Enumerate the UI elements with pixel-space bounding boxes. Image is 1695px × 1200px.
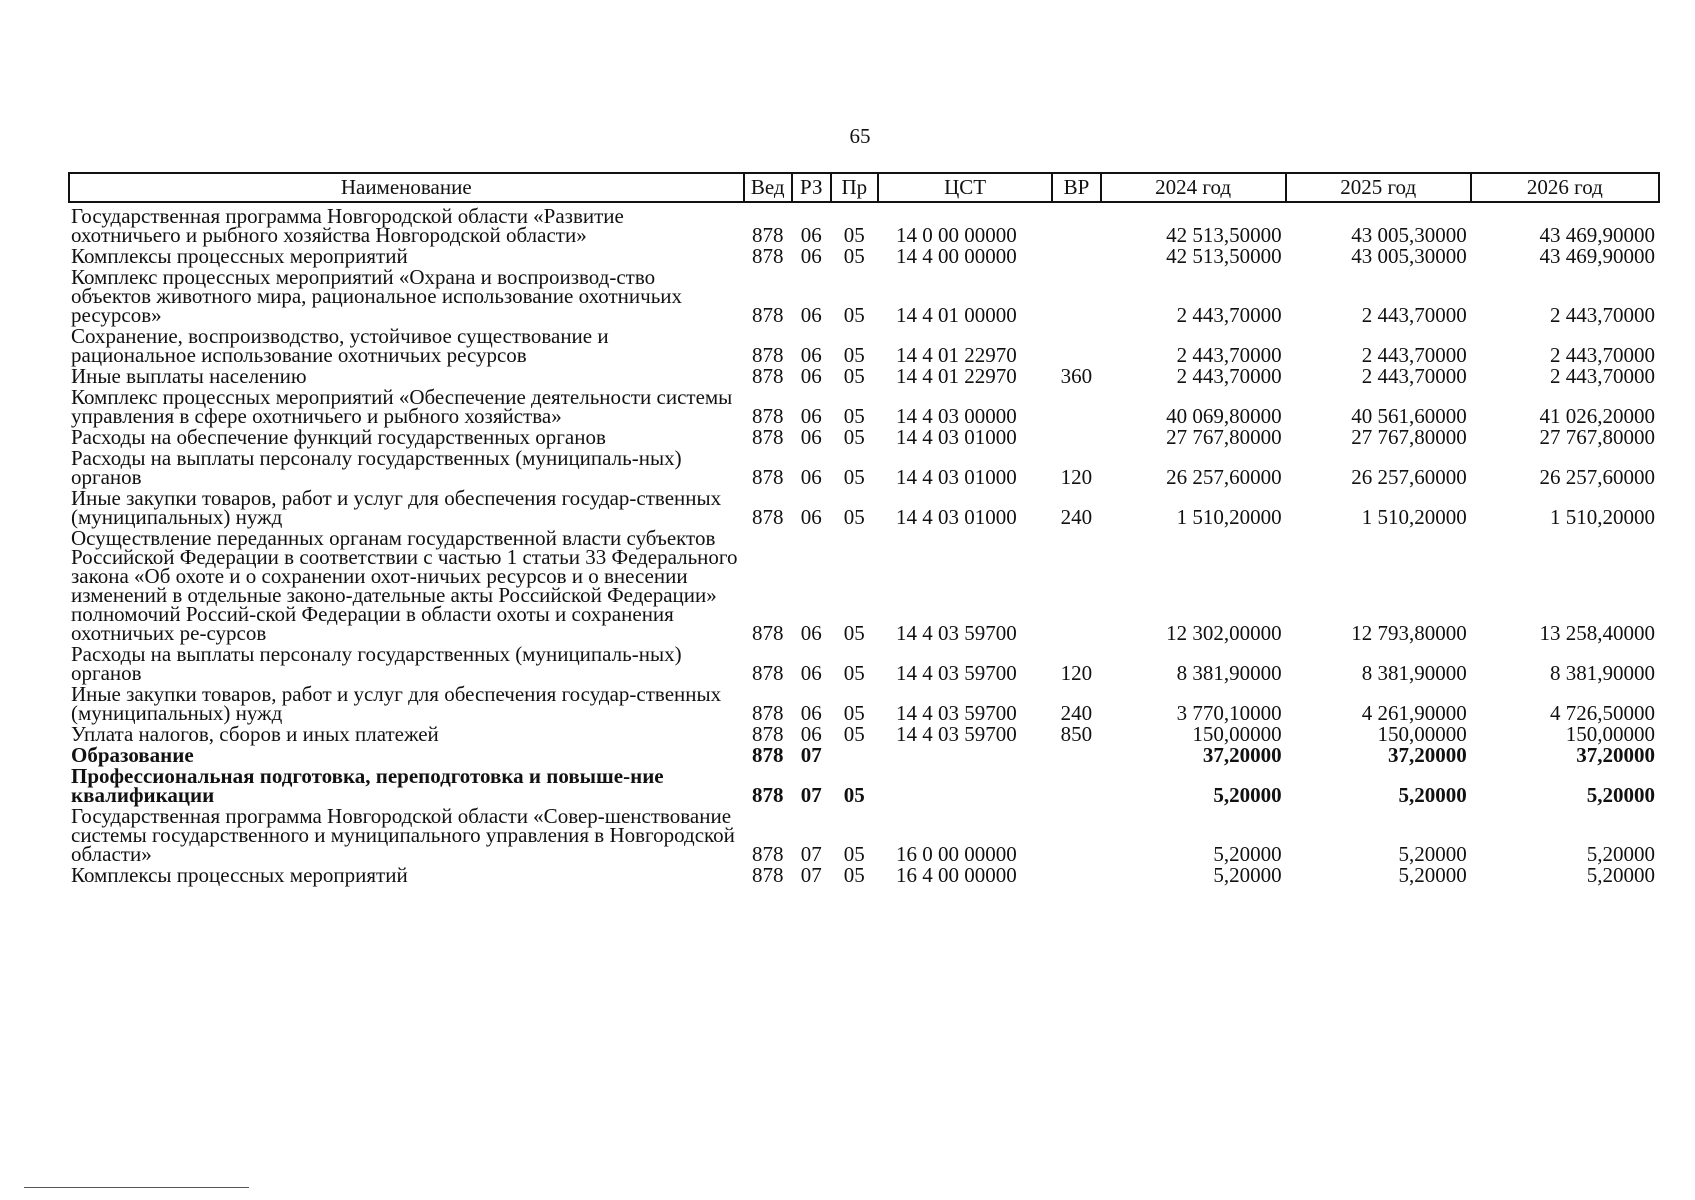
table-row	[69, 684, 1659, 724]
table-row	[69, 644, 1659, 684]
row-amount-2025: 1 510,20000	[1361, 505, 1467, 529]
row-ved: 878	[751, 661, 784, 685]
row-vr	[1052, 865, 1100, 886]
row-pr: 05	[843, 364, 865, 388]
row-ved: 878	[751, 743, 784, 767]
row-cst	[878, 766, 1052, 806]
row-pr: 05	[843, 465, 865, 489]
row-ved: 878	[751, 343, 784, 367]
row-amount-2024: 42 513,50000	[1166, 244, 1282, 268]
row-ved: 878	[751, 425, 784, 449]
table-row	[69, 865, 1659, 886]
row-amount-2024: 2 443,70000	[1176, 364, 1282, 388]
row-ved: 878	[751, 722, 784, 746]
row-amount-2024: 1 510,20000	[1176, 505, 1282, 529]
table-row	[69, 528, 1659, 644]
row-vr	[1052, 267, 1100, 326]
row-amount-2024: 42 513,50000	[1166, 223, 1282, 247]
row-cst: 16 0 00 00000	[895, 842, 1017, 866]
row-rz: 07	[800, 863, 822, 887]
row-vr	[1052, 326, 1100, 366]
row-amount-2024: 37,20000	[1202, 743, 1282, 767]
row-cst: 14 4 01 00000	[895, 303, 1017, 327]
table-body	[69, 202, 1659, 886]
row-cst: 14 4 03 00000	[895, 404, 1017, 428]
row-cst: 16 4 00 00000	[895, 863, 1017, 887]
table-row	[69, 427, 1659, 448]
row-rz: 06	[800, 425, 822, 449]
row-amount-2024: 3 770,10000	[1176, 701, 1282, 725]
row-pr: 05	[843, 842, 865, 866]
row-name: Осуществление переданных органам государственной власти субъектов Российской Федерации в соответствии с частью 1 статьи 33 Федерального закона «Об охоте и о сохранении охот-ничьих ресурсов и о внесении изменений в отдельные законо-дательные акты Российской Федерации» полномочий Россий-ской Федерации в области охоты и сохранения охотничьих ре-сурсов	[71, 526, 738, 645]
row-cst: 14 4 03 01000	[895, 505, 1017, 529]
row-rz: 06	[800, 465, 822, 489]
row-name: Иные закупки товаров, работ и услуг для обеспечения государ-ственных (муниципальных) нужд	[71, 682, 722, 725]
footer-rule	[24, 1187, 249, 1188]
row-name: Образование	[71, 743, 194, 767]
row-amount-2025: 2 443,70000	[1361, 343, 1467, 367]
row-amount-2026: 5,20000	[1586, 783, 1655, 807]
row-cst: 14 4 00 00000	[895, 244, 1017, 268]
row-ved: 878	[751, 505, 784, 529]
row-vr	[1052, 427, 1100, 448]
row-ved: 878	[751, 404, 784, 428]
row-cst: 14 4 03 59700	[895, 621, 1017, 645]
row-pr: 05	[843, 425, 865, 449]
row-rz: 07	[800, 743, 822, 767]
row-amount-2024: 5,20000	[1213, 863, 1282, 887]
row-vr	[1052, 387, 1100, 427]
row-ved: 878	[751, 303, 784, 327]
row-rz: 06	[800, 404, 822, 428]
row-rz: 06	[800, 364, 822, 388]
header-name: Наименование	[69, 173, 744, 202]
row-amount-2026: 13 258,40000	[1539, 621, 1655, 645]
row-pr: 05	[843, 303, 865, 327]
row-rz: 07	[800, 783, 822, 807]
header-2026: 2026 год	[1471, 173, 1659, 202]
row-vr	[1052, 806, 1100, 865]
row-amount-2026: 5,20000	[1586, 842, 1655, 866]
row-name: Уплата налогов, сборов и иных платежей	[71, 722, 439, 746]
row-name: Комплекс процессных мероприятий «Обеспечение деятельности системы управления в сфере охотничьего и рыбного хозяйства»	[71, 385, 733, 428]
table-row	[69, 387, 1659, 427]
row-rz: 06	[800, 701, 822, 725]
row-pr: 05	[843, 863, 865, 887]
table-header-row	[69, 173, 1659, 202]
row-amount-2024: 5,20000	[1213, 783, 1282, 807]
row-pr: 05	[843, 783, 865, 807]
row-cst: 14 4 03 01000	[895, 425, 1017, 449]
row-name: Государственная программа Новгородской области «Совер-шенствование системы государственного и муниципального управления в Новгородской области»	[71, 804, 735, 866]
table-row	[69, 202, 1659, 246]
row-rz: 06	[800, 505, 822, 529]
row-vr: 360	[1060, 364, 1093, 388]
row-name: Комплекс процессных мероприятий «Охрана и воспроизвод-ство объектов животного мира, рациональное использование охотничьих ресурсов»	[71, 265, 683, 327]
row-pr: 05	[843, 661, 865, 685]
row-cst	[878, 745, 1052, 766]
row-amount-2025: 150,00000	[1377, 722, 1467, 746]
row-amount-2026: 43 469,90000	[1539, 223, 1655, 247]
row-amount-2024: 150,00000	[1192, 722, 1282, 746]
table-row	[69, 724, 1659, 745]
row-amount-2025: 5,20000	[1398, 863, 1467, 887]
row-name: Расходы на выплаты персоналу государственных (муниципаль-ных) органов	[71, 642, 682, 685]
row-amount-2025: 2 443,70000	[1361, 303, 1467, 327]
row-pr: 05	[843, 722, 865, 746]
header-2024: 2024 год	[1101, 173, 1286, 202]
row-pr: 05	[843, 701, 865, 725]
row-vr	[1052, 202, 1100, 246]
row-amount-2026: 43 469,90000	[1539, 244, 1655, 268]
row-amount-2024: 5,20000	[1213, 842, 1282, 866]
row-cst: 14 0 00 00000	[895, 223, 1017, 247]
row-rz: 06	[800, 343, 822, 367]
row-vr	[1052, 766, 1100, 806]
budget-table	[68, 172, 1660, 886]
row-ved: 878	[751, 701, 784, 725]
row-name: Профессиональная подготовка, переподготовка и повыше-ние квалификации	[71, 764, 664, 807]
row-ved: 878	[751, 783, 784, 807]
row-amount-2026: 150,00000	[1565, 722, 1655, 746]
row-amount-2026: 27 767,80000	[1539, 425, 1655, 449]
row-vr: 240	[1060, 505, 1093, 529]
row-vr: 120	[1060, 661, 1093, 685]
row-rz: 06	[800, 722, 822, 746]
row-vr: 240	[1060, 701, 1093, 725]
row-amount-2026: 2 443,70000	[1550, 303, 1655, 327]
row-amount-2026: 5,20000	[1586, 863, 1655, 887]
row-vr	[1052, 528, 1100, 644]
row-pr	[831, 745, 878, 766]
row-amount-2026: 26 257,60000	[1539, 465, 1655, 489]
row-amount-2025: 40 561,60000	[1351, 404, 1467, 428]
row-rz: 06	[800, 661, 822, 685]
table-row	[69, 745, 1659, 766]
row-cst: 14 4 01 22970	[895, 364, 1017, 388]
header-vr: ВР	[1052, 173, 1100, 202]
row-cst: 14 4 03 01000	[895, 465, 1017, 489]
row-name: Расходы на выплаты персоналу государственных (муниципаль-ных) органов	[71, 446, 682, 489]
row-rz: 06	[800, 223, 822, 247]
row-amount-2025: 5,20000	[1398, 783, 1467, 807]
row-name: Сохранение, воспроизводство, устойчивое существование и рациональное использование охотничьих ресурсов	[71, 324, 609, 367]
table-row	[69, 326, 1659, 366]
row-pr: 05	[843, 343, 865, 367]
row-pr: 05	[843, 244, 865, 268]
row-amount-2026: 41 026,20000	[1539, 404, 1655, 428]
row-cst: 14 4 03 59700	[895, 661, 1017, 685]
header-rz: РЗ	[792, 173, 831, 202]
row-rz: 07	[800, 842, 822, 866]
row-amount-2025: 4 261,90000	[1361, 701, 1467, 725]
table-row	[69, 267, 1659, 326]
row-name: Государственная программа Новгородской области «Развитие охотничьего и рыбного хозяйства Новгородской области»	[71, 204, 624, 247]
row-amount-2024: 12 302,00000	[1166, 621, 1282, 645]
row-amount-2025: 8 381,90000	[1361, 661, 1467, 685]
row-name: Комплексы процессных мероприятий	[71, 863, 408, 887]
row-amount-2025: 37,20000	[1387, 743, 1467, 767]
row-cst: 14 4 01 22970	[895, 343, 1017, 367]
page-number: 65	[849, 124, 871, 148]
row-amount-2024: 26 257,60000	[1166, 465, 1282, 489]
row-ved: 878	[751, 842, 784, 866]
header-pr: Пр	[831, 173, 878, 202]
row-name: Комплексы процессных мероприятий	[71, 244, 408, 268]
row-rz: 06	[800, 621, 822, 645]
row-amount-2025: 27 767,80000	[1351, 425, 1467, 449]
table-row	[69, 366, 1659, 387]
table-row	[69, 246, 1659, 267]
row-name: Иные закупки товаров, работ и услуг для обеспечения государ-ственных (муниципальных) нужд	[71, 486, 722, 529]
row-ved: 878	[751, 621, 784, 645]
header-2025: 2025 год	[1286, 173, 1471, 202]
row-ved: 878	[751, 244, 784, 268]
header-cst: ЦСТ	[878, 173, 1052, 202]
row-pr: 05	[843, 223, 865, 247]
row-vr: 850	[1060, 722, 1093, 746]
row-amount-2025: 5,20000	[1398, 842, 1467, 866]
row-pr: 05	[843, 404, 865, 428]
row-amount-2024: 2 443,70000	[1176, 303, 1282, 327]
row-amount-2024: 8 381,90000	[1176, 661, 1282, 685]
row-cst: 14 4 03 59700	[895, 722, 1017, 746]
row-ved: 878	[751, 223, 784, 247]
row-ved: 878	[751, 465, 784, 489]
row-vr	[1052, 246, 1100, 267]
table-row	[69, 766, 1659, 806]
row-rz: 06	[800, 244, 822, 268]
row-amount-2025: 43 005,30000	[1351, 244, 1467, 268]
row-vr: 120	[1060, 465, 1093, 489]
row-amount-2026: 8 381,90000	[1550, 661, 1655, 685]
table-row	[69, 448, 1659, 488]
row-ved: 878	[751, 364, 784, 388]
row-name: Расходы на обеспечение функций государственных органов	[71, 425, 606, 449]
row-pr: 05	[843, 621, 865, 645]
row-vr	[1052, 745, 1100, 766]
row-amount-2024: 2 443,70000	[1176, 343, 1282, 367]
row-ved: 878	[751, 863, 784, 887]
row-amount-2026: 2 443,70000	[1550, 364, 1655, 388]
row-amount-2024: 27 767,80000	[1166, 425, 1282, 449]
row-amount-2026: 37,20000	[1576, 743, 1655, 767]
row-amount-2026: 1 510,20000	[1550, 505, 1655, 529]
row-pr: 05	[843, 505, 865, 529]
row-amount-2024: 40 069,80000	[1166, 404, 1282, 428]
header-ved: Вед	[744, 173, 792, 202]
row-name: Иные выплаты населению	[71, 364, 307, 388]
row-rz: 06	[800, 303, 822, 327]
row-amount-2026: 4 726,50000	[1550, 701, 1655, 725]
row-amount-2025: 43 005,30000	[1351, 223, 1467, 247]
row-cst: 14 4 03 59700	[895, 701, 1017, 725]
table-row	[69, 488, 1659, 528]
row-amount-2025: 12 793,80000	[1351, 621, 1467, 645]
row-amount-2026: 2 443,70000	[1550, 343, 1655, 367]
row-amount-2025: 2 443,70000	[1361, 364, 1467, 388]
row-amount-2025: 26 257,60000	[1351, 465, 1467, 489]
table-row	[69, 806, 1659, 865]
